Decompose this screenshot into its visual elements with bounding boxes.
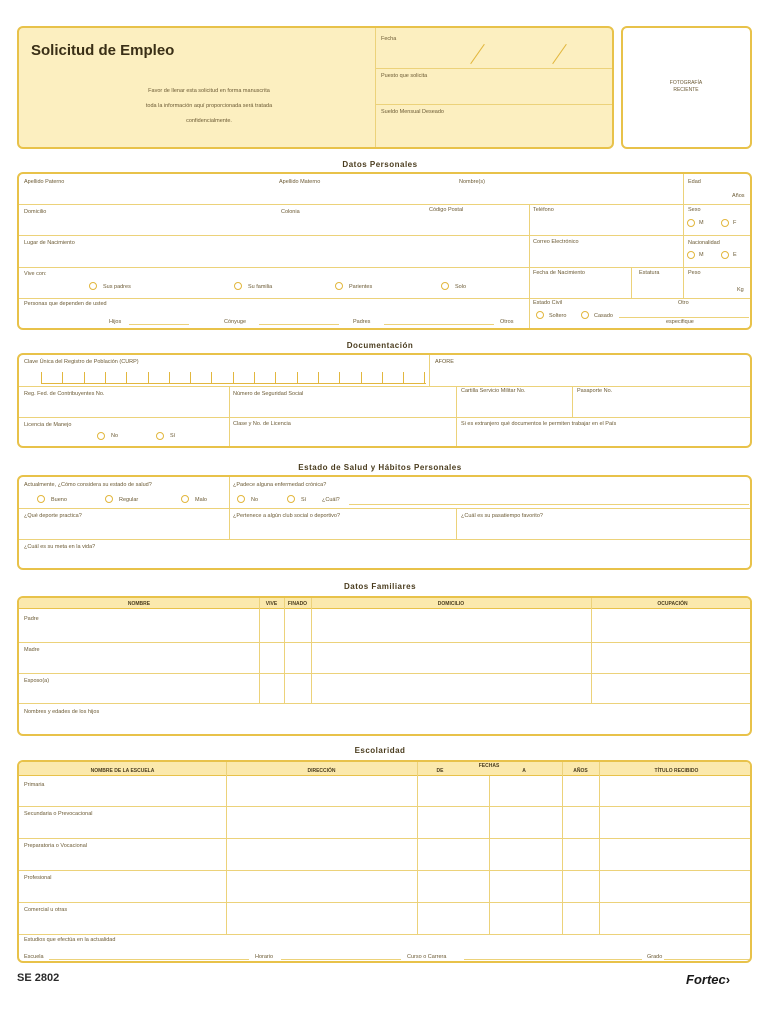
curp-tick — [297, 372, 298, 383]
vive-option-label: Su familia — [248, 284, 273, 290]
enfermedad-label: ¿Padece alguna enfermedad crónica? — [233, 482, 327, 488]
col-header: DIRECCIÓN — [307, 768, 336, 774]
documentacion-panel — [17, 353, 752, 448]
extranjero-label: Si es extranjero qué documentos le permiten trabajar en el País — [461, 421, 617, 427]
estatura-label: Estatura — [639, 270, 660, 276]
intro-line: confidencialmente. — [186, 118, 232, 124]
pasaporte-label: Pasaporte No. — [577, 388, 613, 394]
familiar-row-label: Madre — [24, 647, 40, 653]
domicilio-label: Domicilio — [24, 209, 47, 215]
salud-panel — [17, 475, 752, 570]
licencia-no-label: No — [111, 433, 119, 439]
sueldo-label: Sueldo Mensual Deseado — [381, 109, 444, 115]
brand-name: Fortec — [686, 972, 726, 987]
curp-tick — [105, 372, 106, 383]
curp-tick — [254, 372, 255, 383]
col-header: DE — [436, 768, 444, 774]
apellido-paterno-label: Apellido Paterno — [24, 179, 65, 185]
enfermedad-si-label: Sí — [301, 497, 307, 503]
cual-label: ¿Cuál? — [322, 497, 340, 503]
col-header: AÑOS — [573, 768, 588, 774]
section-title-documentacion: Documentación — [346, 341, 414, 350]
curp-tick — [148, 372, 149, 383]
salud-option-label: Bueno — [51, 497, 67, 503]
curp-tick — [233, 372, 234, 383]
enfermedad-no-radio[interactable] — [237, 495, 245, 503]
vive-option-label: Solo — [455, 284, 467, 290]
sexo-f-radio[interactable] — [721, 219, 729, 227]
salud-option-label: Malo — [195, 497, 207, 503]
curp-tick-marks — [19, 372, 429, 384]
vive-solo-radio[interactable] — [441, 282, 449, 290]
photo-label-line: FOTOGRAFÍA — [669, 80, 703, 86]
col-header: OCUPACIÓN — [657, 601, 688, 607]
familiar-row-label: Padre — [24, 616, 39, 622]
section-title-salud: Estado de Salud y Hábitos Personales — [298, 463, 462, 472]
lugar-nacimiento-label: Lugar de Nacimiento — [24, 240, 75, 246]
curp-tick — [403, 372, 404, 383]
escuela-row-label: Profesional — [24, 875, 52, 881]
col-header: FECHAS — [478, 763, 500, 769]
curp-tick — [211, 372, 212, 383]
brand-logo — [686, 972, 730, 987]
licencia-no-radio[interactable] — [97, 432, 105, 440]
salud-bueno-radio[interactable] — [37, 495, 45, 503]
estudios-bottom-label: Horario — [255, 954, 274, 960]
curp-tick — [62, 372, 63, 383]
curp-tick — [126, 372, 127, 383]
hijos-label: Nombres y edades de los hijos — [24, 709, 100, 715]
curp-tick — [424, 372, 425, 383]
curp-tick — [41, 372, 42, 383]
estudios-bottom-label: Escuela — [24, 954, 44, 960]
licencia-label: Licencia de Manejo — [24, 422, 72, 428]
dependen-label: Personas que dependen de usted — [24, 301, 107, 307]
form-title: Solicitud de Empleo — [31, 42, 175, 59]
vive-padres-radio[interactable] — [89, 282, 97, 290]
especifique-label: especifique — [666, 319, 694, 325]
nombres-label: Nombre(s) — [459, 179, 485, 185]
sexo-label: Sexo — [688, 207, 701, 213]
col-header: TÍTULO RECIBIDO — [654, 768, 699, 774]
enfermedad-no-label: No — [251, 497, 259, 503]
clase-licencia-label: Clase y No. de Licencia — [233, 421, 291, 427]
curp-tick — [190, 372, 191, 383]
nacionalidad-m-radio[interactable] — [687, 251, 695, 259]
col-header: FINADO — [287, 601, 308, 607]
estudios-bottom-label: Grado — [647, 954, 663, 960]
fecha-nacimiento-label: Fecha de Nacimiento — [533, 270, 585, 276]
col-header: NOMBRE DE LA ESCUELA — [90, 768, 155, 774]
club-label: ¿Pertenece a algún club social o deportivo? — [233, 513, 341, 519]
licencia-si-radio[interactable] — [156, 432, 164, 440]
peso-label: Peso — [688, 270, 701, 276]
section-title-personales: Datos Personales — [342, 160, 418, 169]
anos-label: Años — [732, 193, 745, 199]
curp-tick — [382, 372, 383, 383]
civil-soltero-radio[interactable] — [536, 311, 544, 319]
sueldo-field[interactable] — [375, 104, 614, 149]
estado-civil-label: Estado Civil — [533, 300, 563, 306]
afore-label: AFORE — [435, 359, 454, 365]
col-header: A — [522, 768, 526, 774]
licencia-si-label: Sí — [170, 433, 176, 439]
escuela-row-label: Comercial u otras — [24, 907, 68, 913]
estudios-actuales-label: Estudios que efectúa en la actualidad — [24, 937, 116, 943]
escuela-row-label: Secundaria o Prevocacional — [24, 811, 93, 817]
fecha-label: Fecha — [381, 36, 397, 42]
pasatiempo-label: ¿Cuál es su pasatiempo favorito? — [461, 513, 543, 519]
dependen-option-label: Otros — [500, 319, 514, 325]
edad-label: Edad — [688, 179, 701, 185]
sexo-m-radio[interactable] — [687, 219, 695, 227]
apellido-materno-label: Apellido Materno — [279, 179, 321, 185]
vive-option-label: Sus padres — [103, 284, 131, 290]
intro-text — [59, 84, 359, 129]
dependen-option-label: Hijos — [109, 319, 122, 325]
curp-tick — [361, 372, 362, 383]
col-header: DOMICILIO — [437, 601, 465, 607]
civil-casado-radio[interactable] — [581, 311, 589, 319]
telefono-label: Teléfono — [533, 207, 554, 213]
meta-label: ¿Cuál es su meta en la vida? — [24, 544, 96, 550]
form-code: SE 2802 — [17, 972, 60, 984]
vive-option-label: Parientes — [349, 284, 373, 290]
sexo-m-label: M — [699, 220, 704, 226]
dependen-option-label: Padres — [353, 319, 371, 325]
personales-panel — [17, 172, 752, 330]
section-title-escolaridad: Escolaridad — [354, 746, 406, 755]
curp-label: Clave Única del Registro de Población (CURP) — [24, 359, 139, 365]
puesto-field[interactable] — [375, 68, 614, 104]
curp-tick — [84, 372, 85, 383]
nacionalidad-e-label: E — [733, 252, 737, 258]
salud-malo-radio[interactable] — [181, 495, 189, 503]
section-title-familiares: Datos Familiares — [343, 582, 417, 591]
curp-tick — [275, 372, 276, 383]
escuela-row-label: Primaria — [24, 782, 45, 788]
colonia-label: Colonia — [281, 209, 300, 215]
curp-tick — [169, 372, 170, 383]
deporte-label: ¿Qué deporte practica? — [24, 513, 82, 519]
vive-con-label: Vive con: — [24, 271, 47, 277]
fecha-field[interactable] — [419, 42, 599, 62]
header-panel — [17, 26, 614, 149]
correo-label: Correo Electrónico — [533, 239, 579, 245]
nacionalidad-e-radio[interactable] — [721, 251, 729, 259]
codigo-postal-label: Código Postal — [429, 207, 464, 213]
nacionalidad-label: Nacionalidad — [688, 240, 720, 246]
puesto-label: Puesto que solicita — [381, 73, 428, 79]
civil-option-label: Casado — [594, 313, 613, 319]
escuela-row-label: Preparatoria o Vocacional — [24, 843, 87, 849]
familiares-panel — [17, 596, 752, 736]
familiar-row-label: Esposo(a) — [24, 678, 50, 684]
rfc-label: Reg. Fed. de Contribuyentes No. — [24, 391, 105, 397]
salud-regular-radio[interactable] — [105, 495, 113, 503]
imss-label: Número de Seguridad Social — [233, 391, 304, 397]
intro-line: toda la información aquí proporcionada será tratada — [145, 103, 273, 109]
curp-tick — [339, 372, 340, 383]
vive-familia-radio[interactable] — [234, 282, 242, 290]
intro-line: Favor de llenar esta solicitud en forma manuscrita — [148, 88, 270, 94]
photo-box — [621, 26, 752, 149]
dependen-option-label: Cónyuge — [224, 319, 247, 325]
col-header: NOMBRE — [127, 601, 151, 607]
photo-label — [623, 80, 749, 94]
estudios-bottom-label: Curso o Carrera — [407, 954, 447, 960]
brand-mark-icon: › — [725, 972, 731, 987]
sexo-f-label: F — [733, 220, 737, 226]
vive-parientes-radio[interactable] — [335, 282, 343, 290]
otro-label: Otro — [678, 300, 689, 306]
estado-salud-label: Actualmente, ¿Cómo considera su estado de salud? — [24, 482, 152, 488]
nacionalidad-m-label: M — [699, 252, 704, 258]
salud-option-label: Regular — [119, 497, 139, 503]
curp-tick — [318, 372, 319, 383]
kg-label: Kg — [737, 287, 744, 293]
enfermedad-si-radio[interactable] — [287, 495, 295, 503]
escolaridad-panel — [17, 760, 752, 963]
cartilla-label: Cartilla Servicio Militar No. — [461, 388, 526, 394]
photo-label-line: RECIENTE — [673, 87, 699, 93]
col-header: VIVE — [265, 601, 278, 607]
civil-option-label: Soltero — [549, 313, 567, 319]
